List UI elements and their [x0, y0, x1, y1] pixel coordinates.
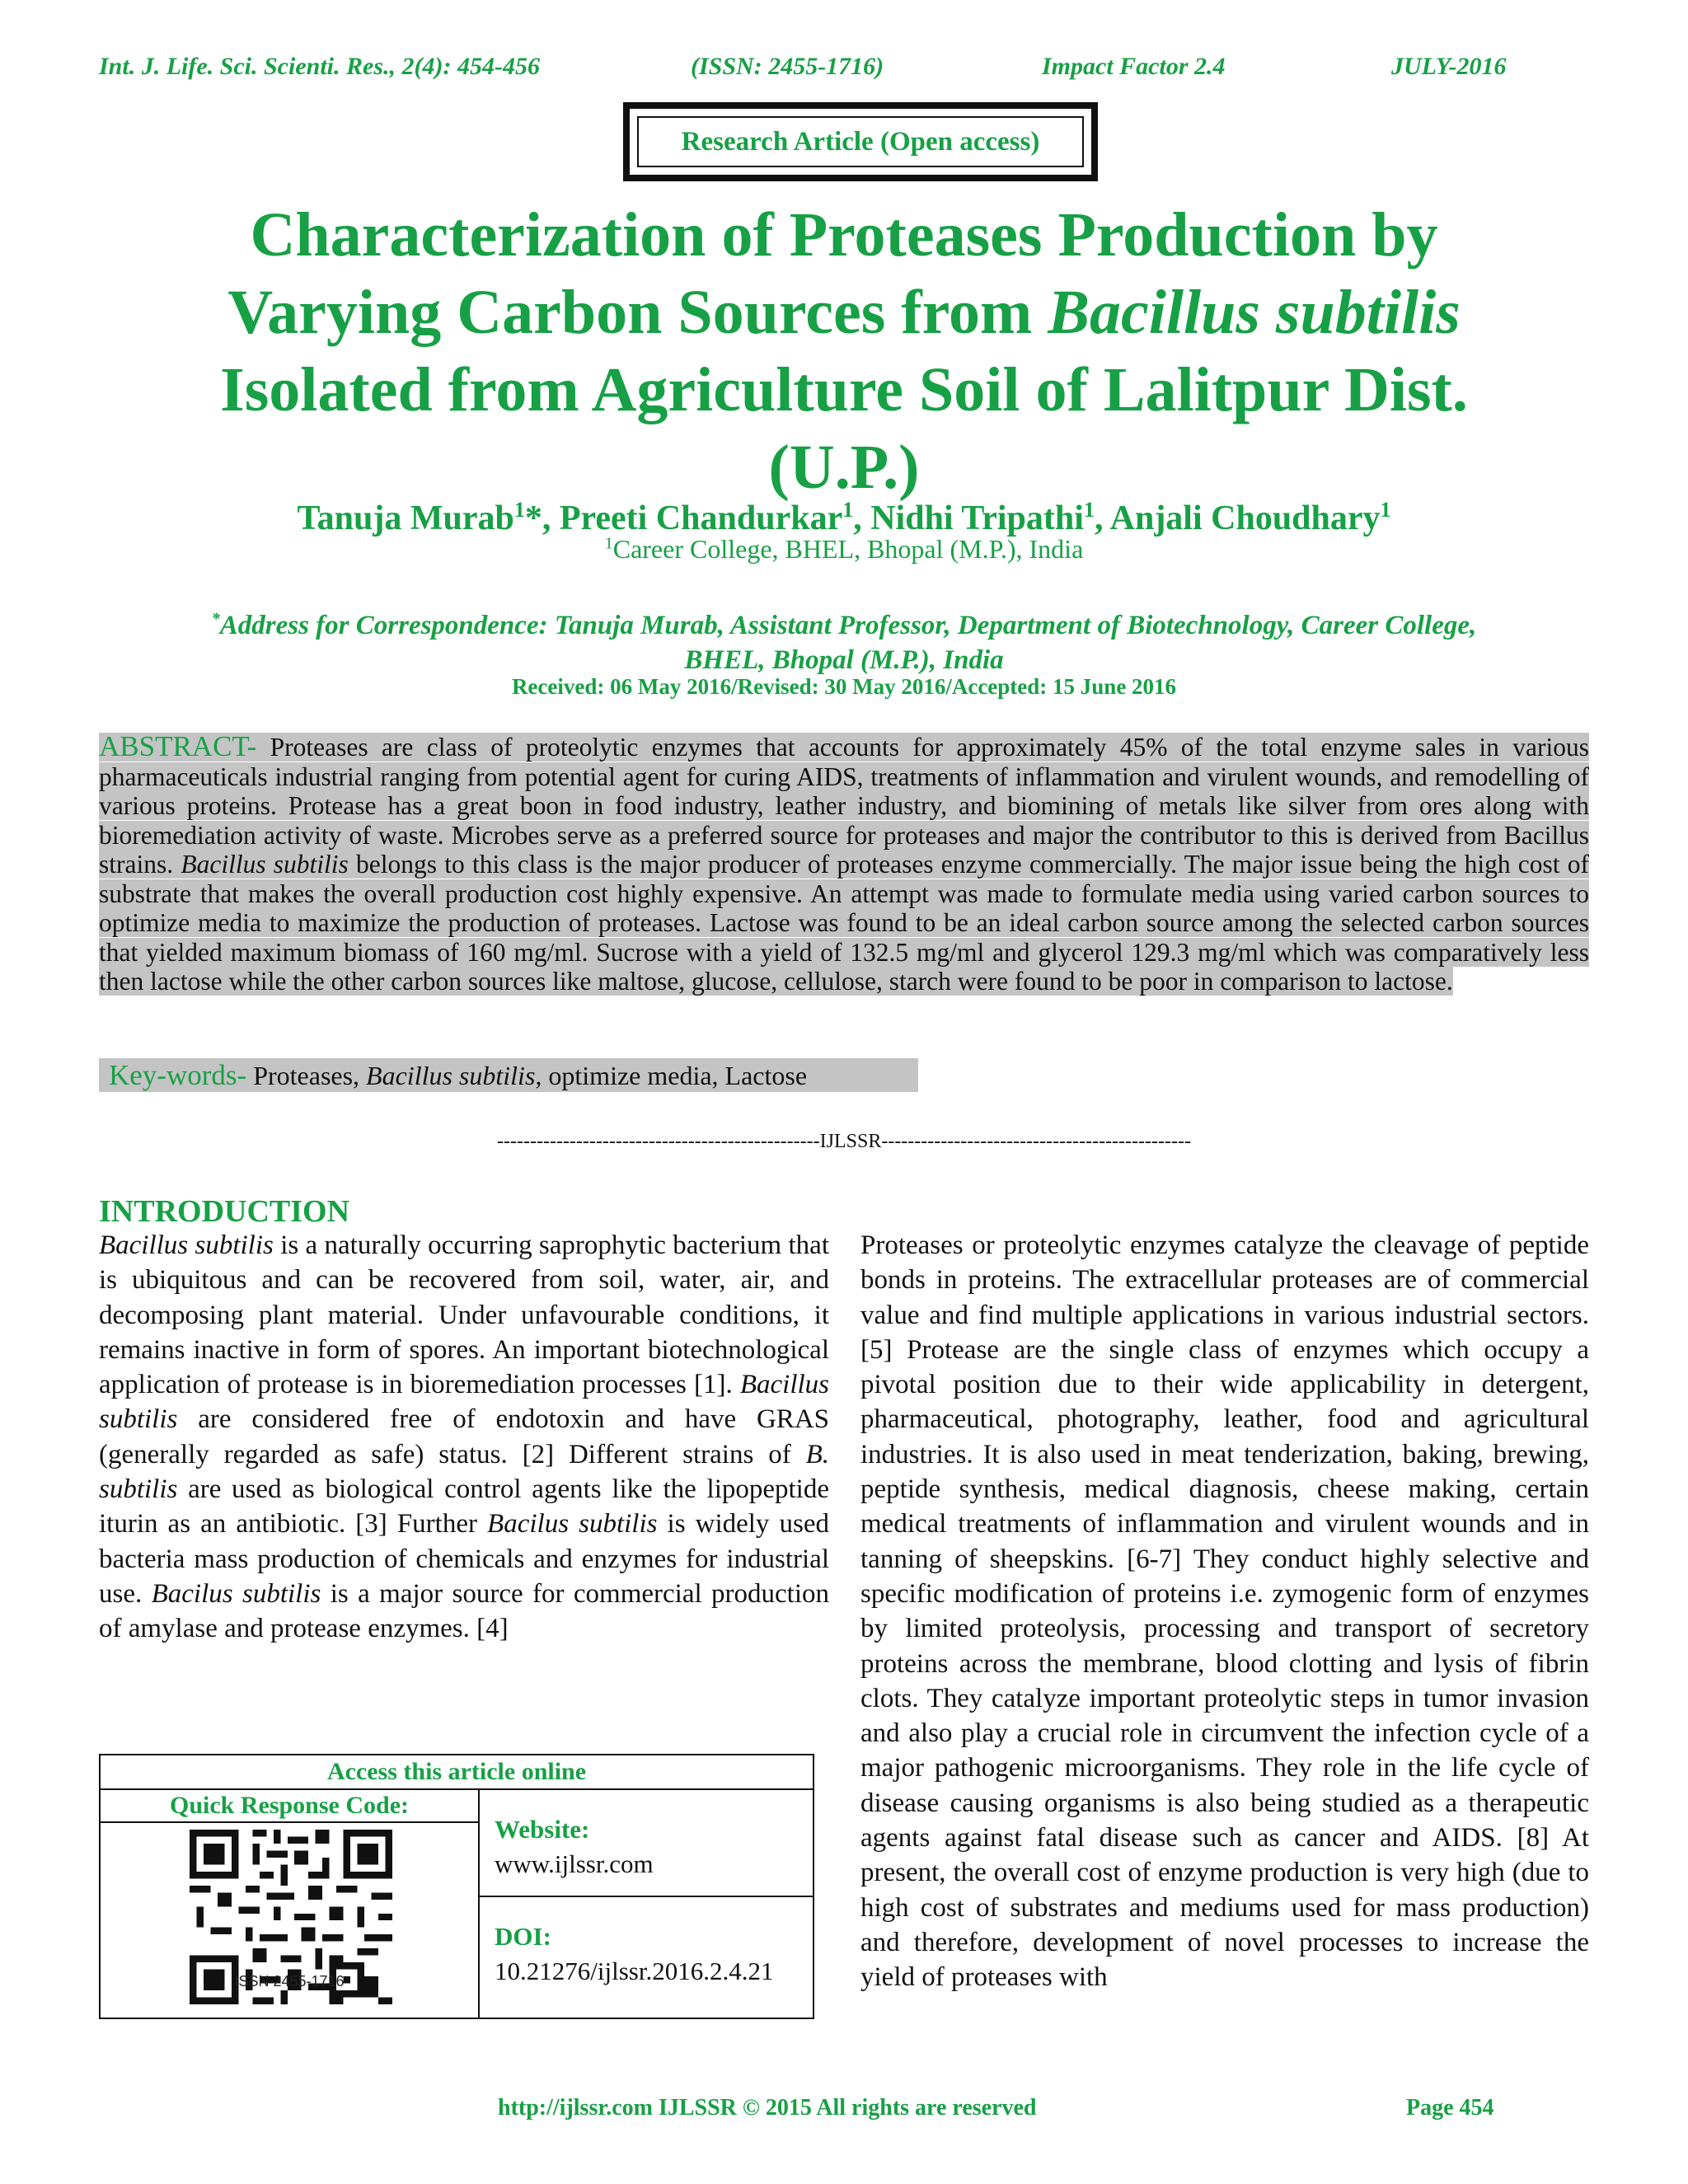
intro-text: are used as biological control agents like the lipopeptide iturin as an antibiotic. [3] Further [99, 1474, 829, 1540]
title-line-2-text: Varying Carbon Sources from [227, 278, 1048, 347]
website-label: Website: [495, 1815, 590, 1844]
keywords-species: Bacillus subtilis, [366, 1061, 542, 1090]
intro-species: Bacilus subtilis [487, 1509, 658, 1540]
author-affiliation-mark: 1 [1380, 498, 1391, 522]
author-name: Nidhi Tripathi [870, 499, 1084, 537]
article-type-label: Research Article (Open access) [637, 116, 1084, 167]
qr-label: Quick Response Code: [101, 1790, 478, 1823]
intro-text: is a major source for commercial production of amylase and protease enzymes. [4] [99, 1578, 829, 1644]
intro-text: is widely used bacteria mass production of chemicals and enzymes for industrial use. [99, 1509, 829, 1609]
affiliation-mark: 1 [604, 534, 613, 553]
correspondence-mark: * [211, 610, 220, 628]
introduction-column-2: Proteases or proteolytic enzymes catalyze the cleavage of peptide bonds in proteins. The extracellular proteases are of commercial value and find multiple applications in various industrial sectors. [5] Protease are the single class of enzymes which occupy a pivotal position due to their wide applicability in detergent, pharmaceutical, photography, leather, food and agricultural industries. It is also used in meat tenderization, baking, brewing, peptide synthesis, medical diagnosis, cheese making, certain medical treatments of inflammation and virulent wounds and in tanning of sheepskins. [6-7] They conduct highly selective and specific modification of proteins i.e. zymogenic form of enzymes by limited proteolysis, processing and transport of secretory proteins across the membrane, blood clotting and lysis of fibrin clots. They catalyze important proteolytic steps in tumor invasion and also play a crucial role in circumvent the infection cycle of a major pathogenic microorganisms. They role in the life cycle of disease causing organisms is also being studied as a therapeutic agents against fatal disease such as cancer and AIDS. [8] At present, the overall cost of enzyme production is very high (due to high cost of substrates and mediums used for mass production) and therefore, development of novel processes to increase the yield of proteases with [860, 1230, 1589, 1993]
author-affiliation-mark: 1 [513, 498, 525, 522]
intro-species: Bacillus subtilis [99, 1230, 274, 1260]
running-header [0, 53, 1688, 86]
intro-species: B. subtilis [99, 1439, 829, 1505]
page-footer [0, 2095, 1688, 2128]
corresponding-mark: * [524, 499, 542, 537]
journal-separator: -------------------------------------------------IJLSSR----------------------------------------------- [497, 1131, 1191, 1152]
footer-copyright[interactable]: http://ijlssr.com IJLSSR © 2015 All rights are reserved [498, 2095, 1037, 2121]
affiliation [99, 534, 1589, 565]
submission-dates: Received: 06 May 2016/Revised: 30 May 2016/Accepted: 15 June 2016 [511, 674, 1177, 699]
abstract-heading: ABSTRACT- [99, 730, 257, 762]
title-line-3: Isolated from Agriculture Soil of Lalitpur Dist. [220, 355, 1468, 424]
impact-factor: Impact Factor 2.4 [1042, 53, 1226, 80]
access-article-box [99, 1754, 814, 2019]
access-details [480, 1790, 813, 2018]
affiliation-text: Career College, BHEL, Bhopal (M.P.), India [612, 534, 1084, 564]
qr-caption: ISSN 2455-1716 [234, 1973, 345, 1990]
correspondence [115, 602, 1573, 677]
website-link[interactable]: www.ijlssr.com [495, 1849, 654, 1878]
issue-date: JULY-2016 [1391, 53, 1507, 80]
abstract-text-2: belongs to this class is the major producer of proteases enzyme commercially. The major issue being the high cost of substrate that makes the overall production cost highly expensive. An attempt was made to formulate media using varied carbon sources to optimize media to maximize the production of proteases. Lactose was found to be an ideal carbon source among the selected carbon sources that yielded maximum biomass of 160 mg/ml. Sucrose with a yield of 132.5 mg/ml and glycerol 129.3 mg/ml which was comparatively less then lactose while the other carbon sources like maltose, glucose, cellulose, starch were found to be poor in comparison to lactose. [99, 850, 1589, 996]
article-type-box [623, 102, 1098, 181]
page-number: Page 454 [1406, 2095, 1494, 2121]
author-name: Anjali Choudhary [1109, 499, 1381, 537]
keywords [99, 1058, 918, 1092]
author-affiliation-mark: 1 [1083, 498, 1095, 522]
intro-text: are considered free of endotoxin and have GRAS (generally regarded as safe) status. [2] Different strains of [99, 1404, 829, 1469]
doi-cell [480, 1897, 813, 2018]
intro-species: Bacilus subtilis [151, 1578, 321, 1609]
journal-citation: Int. J. Life. Sci. Scienti. Res., 2(4): 454-456 [99, 53, 540, 80]
title-line-2 [99, 274, 1589, 351]
journal-issn: (ISSN: 2455-1716) [691, 53, 884, 80]
correspondence-text: Address for Correspondence: Tanuja Murab, Assistant Professor, Department of Biotechnology, Career College, [219, 611, 1477, 640]
doi-label: DOI: [495, 1922, 551, 1951]
doi-link[interactable]: 10.21276/ijlssr.2016.2.4.21 [495, 1957, 774, 1985]
qr-cell [101, 1790, 480, 2018]
author-list: Tanuja Murab$^1$*, Preeti Chandurkar$^1$, Nidhi Tripathi$^1$, Anjali Choudhary$^1$ [297, 498, 1391, 537]
paper-title [99, 196, 1589, 506]
correspondence-line-2: BHEL, Bhopal (M.P.), India [684, 645, 1004, 675]
website-cell [480, 1790, 813, 1897]
abstract-text-1: Proteases are class of proteolytic enzymes that accounts for approximately 45% of the total enzyme sales in various pharmaceuticals industrial ranging from potential agent for curing AIDS, treatments of inflammation and virulent wounds, and remodelling of various proteins. Protease has a great boon in food industry, leather industry, and biomining of metals like silver from ores along with bioremediation activity of waste. Microbes serve as a preferred source for proteases and major the contributor to this is derived from Bacillus strains. [99, 733, 1589, 879]
author-name: Tanuja Murab [297, 499, 514, 537]
title-species: Bacillus subtilis [1048, 278, 1461, 347]
introduction-column-1 [99, 1228, 829, 1647]
keywords-post: optimize media, Lactose [542, 1061, 808, 1090]
abstract [99, 732, 1589, 996]
intro-text: is a naturally occurring saprophytic bacterium that is ubiquitous and can be recovered from soil, water, air, and decomposing plant material. Under unfavourable conditions, it remains inactive in form of spores. An important biotechnological application of protease is in bioremediation processes [1]. [99, 1230, 829, 1400]
access-header: Access this article online [101, 1755, 813, 1790]
abstract-body [99, 730, 1589, 996]
title-line-4: (U.P.) [768, 433, 920, 502]
intro-species: Bacillus subtilis [99, 1370, 829, 1435]
introduction-heading: INTRODUCTION [99, 1194, 350, 1229]
author-affiliation-mark: 1 [842, 498, 854, 522]
keywords-heading: Key-words- [109, 1059, 247, 1091]
correspondence-line-1 [115, 602, 1573, 643]
title-line-1: Characterization of Proteases Production by [250, 200, 1438, 269]
keywords-pre: Proteases, [246, 1061, 367, 1090]
abstract-species: Bacillus subtilis [181, 850, 349, 879]
author-name: Preeti Chandurkar [559, 499, 843, 537]
